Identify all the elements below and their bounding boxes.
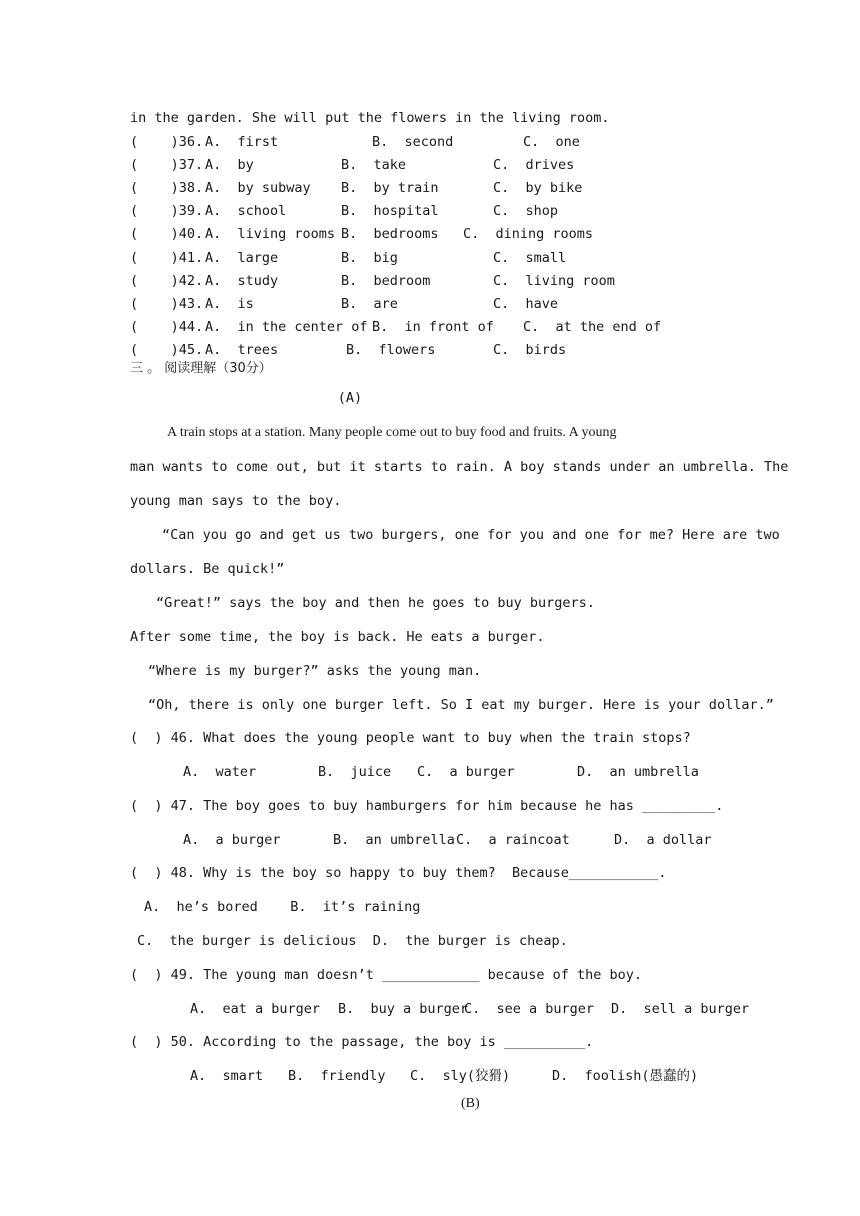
cloze-option-c: C. birds [493, 342, 567, 358]
passage-line: man wants to come out, but it starts to rain. A boy stands under an umbrella. The [130, 459, 789, 475]
cloze-question-number: ( )38. [130, 180, 204, 196]
passage-line: dollars. Be quick!” [130, 561, 285, 577]
cloze-option-c: C. shop [493, 203, 559, 219]
cloze-option-b: B. in front of [372, 319, 494, 335]
option: B. juice [318, 764, 392, 780]
option: C. see a burger [464, 1001, 595, 1017]
cloze-question-number: ( )42. [130, 273, 204, 289]
option: A. smart [190, 1068, 264, 1084]
cloze-question-number: ( )41. [130, 250, 204, 266]
cloze-option-c: C. have [493, 296, 559, 312]
cloze-option-b: B. second [372, 134, 454, 150]
passage-line: young man says to the boy. [130, 493, 342, 509]
option: D. sell a burger [611, 1001, 750, 1017]
cloze-option-b: B. hospital [341, 203, 439, 219]
cloze-option-c: C. by bike [493, 180, 583, 196]
question-49: ( ) 49. The young man doesn’t ____________ because of the boy. [130, 967, 643, 983]
question-47: ( ) 47. The boy goes to buy hamburgers for him because he has _________. [130, 798, 724, 814]
cloze-option-b: B. take [341, 157, 407, 173]
passage-a-title: (A) [337, 390, 363, 406]
option: B. buy a burger [338, 1001, 469, 1017]
cloze-option-a: A. large [205, 250, 279, 266]
cloze-option-c: C. dining rooms [463, 226, 594, 242]
cloze-question-number: ( )44. [130, 319, 204, 335]
cloze-option-b: B. are [341, 296, 398, 312]
option-line: C. the burger is delicious D. the burger is cheap. [137, 933, 568, 949]
cloze-option-c: C. drives [493, 157, 575, 173]
question-50: ( ) 50. According to the passage, the boy is __________. [130, 1034, 594, 1050]
cloze-option-a: A. by [205, 157, 254, 173]
option: D. an umbrella [577, 764, 699, 780]
cloze-option-a: A. in the center of [205, 319, 368, 335]
cloze-option-b: B. flowers [346, 342, 436, 358]
cloze-option-a: A. by subway [205, 180, 311, 196]
passage-line: “Can you go and get us two burgers, one for you and one for me? Here are two [162, 527, 780, 543]
question-48: ( ) 48. Why is the boy so happy to buy them? Because___________. [130, 865, 667, 881]
cloze-option-a: A. trees [205, 342, 279, 358]
cloze-question-number: ( )36. [130, 134, 204, 150]
intro-line: in the garden. She will put the flowers in the living room. [130, 110, 610, 126]
option: B. an umbrella [333, 832, 455, 848]
option: C. a raincoat [456, 832, 570, 848]
passage-line: After some time, the boy is back. He eats a burger. [130, 629, 545, 645]
cloze-option-a: A. first [205, 134, 279, 150]
cloze-option-b: B. by train [341, 180, 439, 196]
cloze-option-a: A. living rooms [205, 226, 336, 242]
cloze-question-number: ( )37. [130, 157, 204, 173]
passage-line: A train stops at a station. Many people come out to buy food and fruits. A young [167, 425, 617, 440]
option: D. a dollar [614, 832, 712, 848]
option: A. water [183, 764, 257, 780]
option: A. a burger [183, 832, 281, 848]
cloze-option-b: B. big [341, 250, 398, 266]
cloze-option-a: A. school [205, 203, 287, 219]
cloze-option-c: C. one [523, 134, 580, 150]
cloze-question-number: ( )40. [130, 226, 204, 242]
option-line: A. he’s bored B. it’s raining [144, 899, 421, 915]
cloze-option-a: A. is [205, 296, 254, 312]
cloze-option-b: B. bedroom [341, 273, 431, 289]
option: B. friendly [288, 1068, 386, 1084]
passage-line: “Where is my burger?” asks the young man. [148, 663, 482, 679]
option: A. eat a burger [190, 1001, 321, 1017]
option: C. a burger [417, 764, 515, 780]
cloze-option-c: C. small [493, 250, 567, 266]
passage-line: “Oh, there is only one burger left. So I eat my burger. Here is your dollar.” [148, 697, 774, 713]
passage-line: “Great!” says the boy and then he goes to buy burgers. [156, 595, 595, 611]
option: C. sly(狡猾) [410, 1068, 511, 1084]
question-46: ( ) 46. What does the young people want to buy when the train stops? [130, 730, 691, 746]
passage-b-title: (B) [461, 1096, 480, 1111]
cloze-question-number: ( )39. [130, 203, 204, 219]
option: D. foolish(愚蠢的) [552, 1068, 699, 1084]
cloze-option-b: B. bedrooms [341, 226, 439, 242]
cloze-option-c: C. at the end of [523, 319, 662, 335]
cloze-question-number: ( )45. [130, 342, 204, 358]
cloze-option-a: A. study [205, 273, 279, 289]
section-heading: 三 。 阅读理解（30分） [130, 361, 272, 376]
cloze-question-number: ( )43. [130, 296, 204, 312]
cloze-option-c: C. living room [493, 273, 615, 289]
